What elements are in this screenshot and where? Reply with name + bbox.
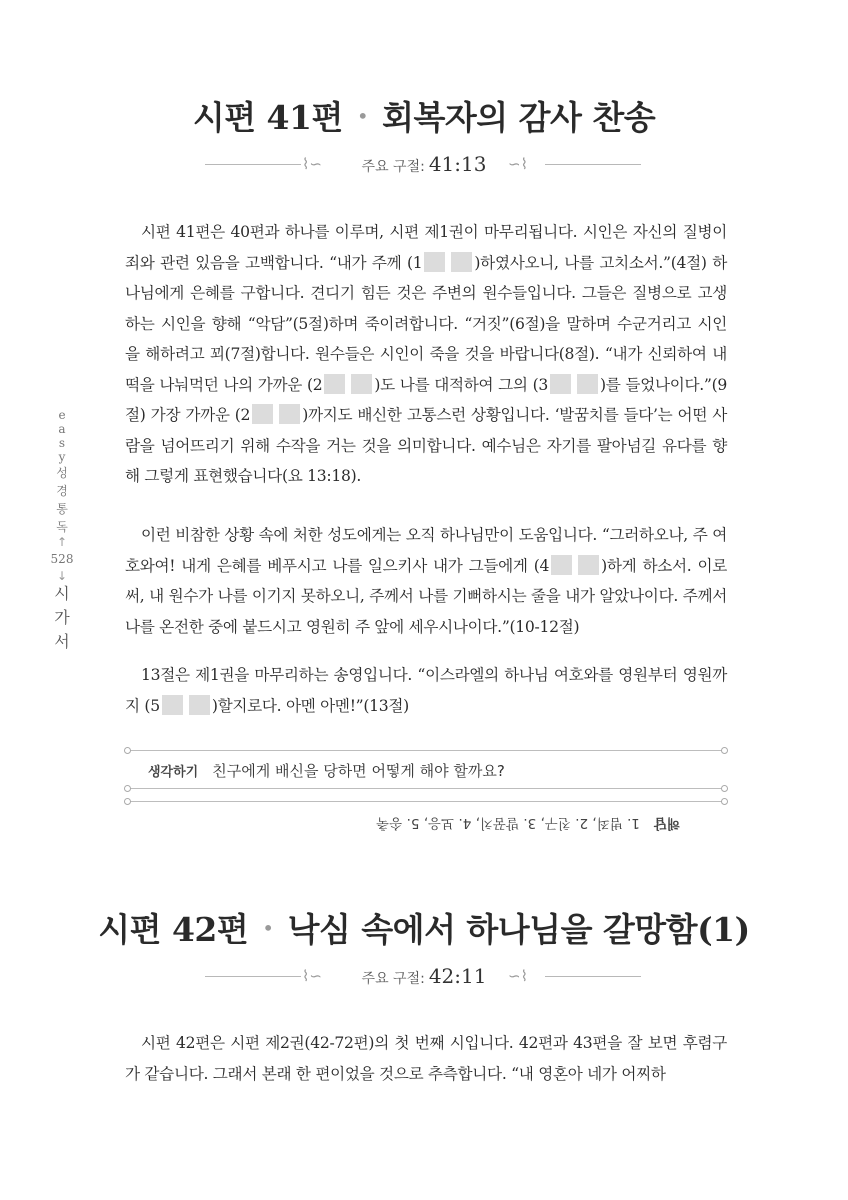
ornament-flourish-left-icon: ⌇∽ xyxy=(302,967,322,985)
page-number: 528 xyxy=(50,552,74,566)
psalm-41-paragraph-2: 이런 비참한 상황 속에 처한 성도에게는 오직 하나님만이 도움입니다. “그러하오나, 주 여호와여! 내게 은혜를 베푸시고 나를 일으키사 내가 그들에게 (4 )하게 하소서. 이로써, 내 원수가 나를 이기지 못하오니, 주께서 나를 기뻐하시는 줄을 내가 알았나이다. 주께서 나를 온전한 중에 붙드시고 영원히 주 앞에 세우시나이다.”(10-12절) xyxy=(125,526,727,636)
book-letter: 서 xyxy=(54,632,70,651)
key-verse-label: 주요 구절: 42:11 xyxy=(361,964,487,988)
book-letter: 가 xyxy=(54,608,70,627)
answer-blank xyxy=(551,555,599,575)
ornament-flourish-left-icon: ⌇∽ xyxy=(302,155,322,173)
side-letter: y xyxy=(58,450,66,464)
key-verse-ref: 41:13 xyxy=(428,152,487,176)
key-verse-line-42 xyxy=(0,964,848,990)
side-letter: 독 xyxy=(56,520,68,534)
answer-blank xyxy=(424,252,472,272)
dotted-divider-top xyxy=(124,747,728,755)
answer-blank xyxy=(252,404,300,424)
dotted-divider-middle xyxy=(124,785,728,793)
side-letter: 성 xyxy=(56,466,68,480)
think-box xyxy=(148,760,505,781)
key-verse-line-41 xyxy=(0,152,848,178)
psalm-42-title xyxy=(0,904,848,951)
psalm-42-title-main: 시편 42편 xyxy=(98,910,249,949)
title-separator-dot: • xyxy=(356,104,369,128)
psalm-41-paragraph-3: 13절은 제1권을 마무리하는 송영입니다. “이스라엘의 하나님 여호와를 영원부터 영원까지 (5 )할지로다. 아멘 아멘!”(13절) xyxy=(125,666,727,715)
answer-label: 해답 xyxy=(653,815,680,831)
key-verse-ref: 42:11 xyxy=(428,964,487,988)
think-label: 생각하기 xyxy=(148,765,199,780)
answer-blank xyxy=(324,374,372,394)
answer-key-upside-down xyxy=(340,809,680,835)
dotted-divider-lower xyxy=(124,798,728,806)
side-letter: s xyxy=(58,436,66,450)
answer-blank xyxy=(550,374,598,394)
answer-blank xyxy=(162,695,210,715)
side-letter: 통 xyxy=(56,502,68,516)
arrow-up-icon: ↑ xyxy=(56,535,68,549)
side-running-header xyxy=(50,408,74,654)
key-verse-label: 주요 구절: 41:13 xyxy=(361,152,487,176)
ornament-flourish-right-icon: ∽⌇ xyxy=(508,967,528,985)
side-letter: e xyxy=(58,408,66,422)
arrow-down-icon: ↓ xyxy=(56,569,68,583)
psalm-42-paragraph-1: 시편 42편은 시편 제2권(42-72편)의 첫 번째 시입니다. 42편과 43편을 잘 보면 후렴구가 같습니다. 그래서 본래 한 편이었을 것으로 추측합니다. “내 영혼아 네가 어찌하 xyxy=(125,1034,727,1083)
title-separator-dot: • xyxy=(262,916,274,940)
book-letter: 시 xyxy=(54,584,70,603)
side-letter: a xyxy=(58,422,66,436)
ornament-flourish-right-icon: ∽⌇ xyxy=(508,155,528,173)
psalm-41-title xyxy=(0,92,848,139)
psalm-42-title-sub: 낙심 속에서 하나님을 갈망함(1) xyxy=(287,910,750,949)
think-question: 친구에게 배신을 당하면 어떻게 해야 할까요? xyxy=(212,762,505,780)
psalm-41-title-sub: 회복자의 감사 찬송 xyxy=(382,98,656,137)
answer-text: 1. 범죄, 2. 친구, 3. 발꿈치, 4. 보응, 5. 송축 xyxy=(376,815,640,831)
psalm-41-title-main: 시편 41편 xyxy=(192,98,343,137)
psalm-41-paragraph-1: 시편 41편은 40편과 하나를 이루며, 시편 제1권이 마무리됩니다. 시인은 자신의 질병이 죄와 관련 있음을 고백합니다. “내가 주께 (1 )하였사오니, 나를 고치소서.”(4절) 하나님에게 은혜를 구합니다. 견디기 힘든 것은 주변의 원수들입니다. 그들은 질병으로 고생하는 시인을 향해 “악담”(5절)하며 죽이려합니다. “거짓”(6절)을 말하며 수군거리고 시인을 해하려고 꾀(7절)합니다. 원수들은 시인이 죽을 것을 바랍니다(8절). “내가 신뢰하여 내 떡을 나눠먹던 나의 가까운 (2 )도 나를 대적하여 그의 (3 )를 들었나이다.”(9절) 가장 가까운 (2 )까지도 배신한 고통스런 상황입니다. ‘발꿈치를 들다’는 어떤 사람을 넘어뜨리기 위해 수작을 거는 것을 의미합니다. 예수님은 자기를 팔아넘길 유다를 향해 그렇게 표현했습니다(요 13:18). xyxy=(125,223,727,485)
side-letter: 경 xyxy=(56,484,68,498)
